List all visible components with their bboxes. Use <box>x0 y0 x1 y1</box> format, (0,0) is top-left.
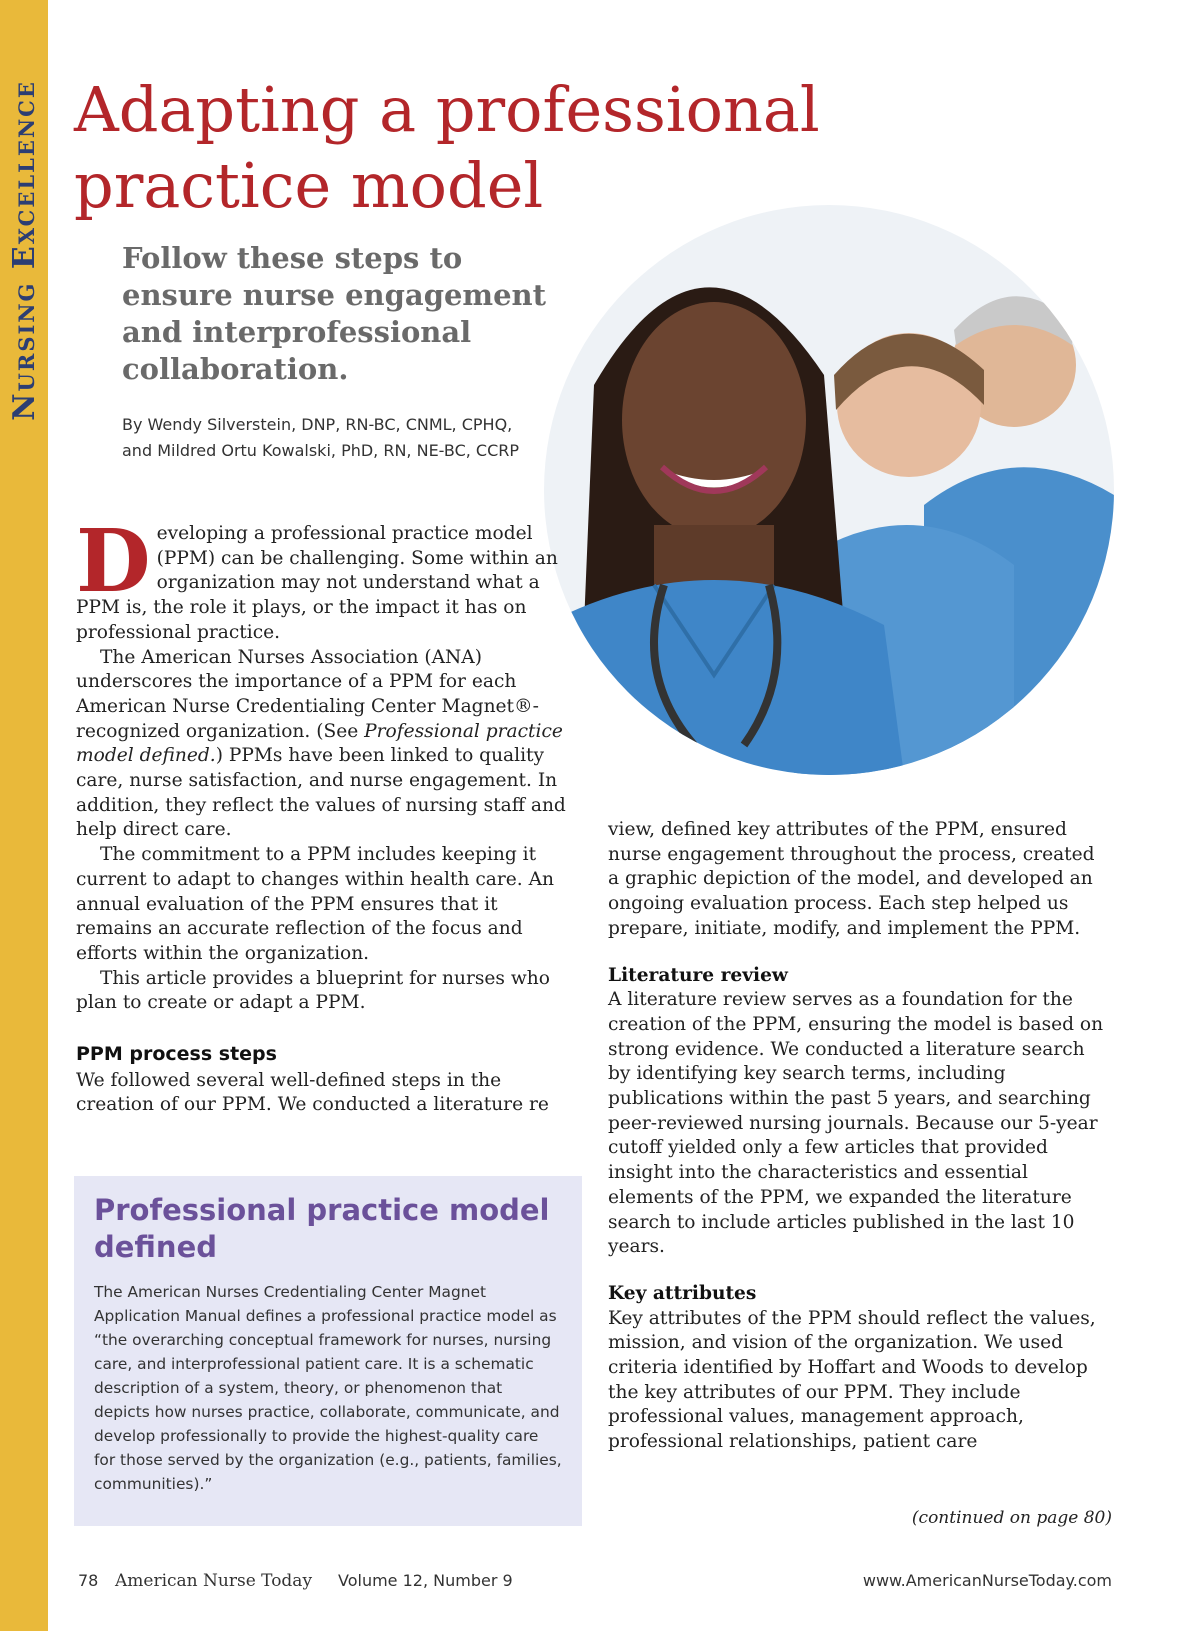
body-column-left <box>76 511 566 1118</box>
byline-line-2: and Mildred Ortu Kowalski, PhD, RN, NE-BC, CCRP <box>122 441 520 460</box>
paragraph-commitment: The commitment to a PPM includes keeping it current to adapt to changes within health care. An annual evaluation of the PPM ensures that it remains an accurate reflection of the focus and efforts within the organization. <box>76 844 554 964</box>
paragraph-continued: view, defined key attributes of the PPM, ensured nurse engagement throughout the process, created a graphic depiction of the model, and developed an ongoing evaluation process. Each step helped us prepare, initiate, modify, and implement the PPM. <box>608 819 1095 939</box>
continued-note: (continued on page 80) <box>911 1508 1112 1528</box>
paragraph-blueprint: This article provides a blueprint for nurses who plan to create or adapt a PPM. <box>76 967 550 1014</box>
byline <box>122 412 572 464</box>
paragraph-literature-review: A literature review serves as a foundation for the creation of the PPM, ensuring the model is based on strong evidence. We conducted a literature search by identifying key search terms, including publications within the past 5 years, and searching peer-reviewed nursing journals. Because our 5-year cutoff yielded only a few articles that provided insight into the characteristics and essential elements of the PPM, we expanded the literature search to include articles published in the last 10 years. <box>608 989 1104 1258</box>
heading-literature-review: Literature review <box>608 964 788 986</box>
heading-key-attributes: Key attributes <box>608 1282 757 1304</box>
sidebar-title: Professional practice model defined <box>94 1193 550 1264</box>
article-title: Adapting a professional practice model <box>74 73 820 222</box>
sidebar-reference: Professional practice model defined. <box>76 720 563 767</box>
paragraph-intro: Developing a professional practice model (PPM) can be challenging. Some within an organization may not understand what a PPM is, the role it plays, or the impact it has on professional practice. <box>76 511 558 643</box>
section-label-text: Nursing Excellence <box>6 79 42 421</box>
nurses-photo <box>544 205 1114 775</box>
section-label <box>4 60 44 440</box>
body-column-right <box>608 818 1108 1455</box>
website-url: www.AmericanNurseToday.com <box>862 1571 1112 1590</box>
paragraph-key-attributes: Key attributes of the PPM should reflect the values, mission, and vision of the organization. We used criteria identified by Hoffart and Woods to develop the key attributes of our PPM. They include professional values, management approach, professional relationships, patient care <box>608 1307 1096 1453</box>
definition-sidebar <box>74 1176 582 1526</box>
sidebar-text: The American Nurses Credentialing Center Magnet Application Manual defines a professional practice model as “the overarching conceptual framework for nurses, nursing care, and interprofessional patient care. It is a schematic description of a system, theory, or phenomenon that depicts how nurses practice, collaborate, communicate, and develop professionally to provide the highest-quality care for those served by the organization (e.g., patients, families, communities).” <box>94 1283 562 1493</box>
volume-info: Volume 12, Number 9 <box>338 1571 513 1590</box>
magazine-name: American Nurse Today <box>115 1571 313 1591</box>
page-number: 78 <box>78 1571 99 1590</box>
paragraph-process-steps: We followed several well-defined steps in the creation of our PPM. We conducted a literature re <box>76 1069 549 1116</box>
heading-process-steps: PPM process steps <box>76 1043 277 1066</box>
article-subtitle: Follow these steps to ensure nurse engagement and interprofessional collaboration. <box>122 241 547 386</box>
byline-line-1: By Wendy Silverstein, DNP, RN-BC, CNML, CPHQ, <box>122 415 513 434</box>
paragraph-ana: The American Nurses Association (ANA) underscores the importance of a PPM for each American Nurse Credentialing Center Magnet®-recognized organization. (See Professional practice model defined.) PPMs have been linked to quality care, nurse satisfaction, and nurse engagement. In addition, they reflect the values of nursing staff and help direct care. <box>76 646 566 841</box>
drop-cap: D <box>76 511 151 612</box>
